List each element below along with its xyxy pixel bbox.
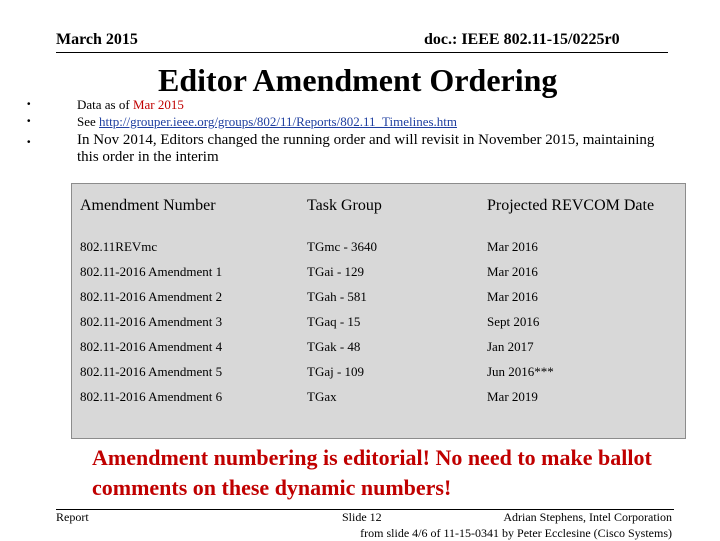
table-row bbox=[72, 334, 685, 359]
bullet-timeline-link bbox=[27, 114, 457, 130]
bullet-link-prefix: See bbox=[77, 114, 100, 129]
table-cell-amendment: 802.11-2016 Amendment 3 bbox=[80, 314, 223, 329]
timelines-link[interactable]: http://grouper.ieee.org/groups/802/11/Reports/802.11_Timelines.htm bbox=[99, 114, 457, 129]
table-cell-task-group: TGai - 129 bbox=[307, 264, 365, 279]
header-doc-id: doc.: IEEE 802.11-15/0225r0 bbox=[424, 31, 620, 48]
bullet-running-order-text: In Nov 2014, Editors changed the running order and will revisit in November 2015, maintaining this order in the interim bbox=[77, 132, 655, 165]
bullet-dot-icon: • bbox=[27, 137, 31, 148]
bullet-data-date-value: Mar 2015 bbox=[132, 97, 184, 112]
table-cell-date: Mar 2016 bbox=[487, 289, 538, 304]
table-row bbox=[72, 234, 685, 259]
table-cell-amendment: 802.11-2016 Amendment 6 bbox=[80, 389, 223, 404]
header-rule bbox=[56, 52, 668, 53]
table-cell-task-group: TGax bbox=[307, 389, 337, 404]
bullet-data-date bbox=[27, 97, 184, 113]
footer-slide-number: Slide 12 bbox=[342, 510, 382, 524]
table-header-row bbox=[72, 184, 685, 234]
footer-author: Adrian Stephens, Intel Corporation bbox=[503, 510, 672, 524]
bullet-dot-icon: • bbox=[27, 99, 31, 110]
column-header-amendment: Amendment Number bbox=[80, 197, 216, 214]
footer-source: from slide 4/6 of 11-15-0341 by Peter Ecclesine (Cisco Systems) bbox=[360, 526, 672, 540]
bullet-running-order bbox=[27, 132, 677, 166]
table-cell-amendment: 802.11-2016 Amendment 5 bbox=[80, 364, 223, 379]
bullet-dot-icon: • bbox=[27, 116, 31, 127]
table-row bbox=[72, 284, 685, 309]
table-cell-task-group: TGak - 48 bbox=[307, 339, 361, 354]
table-cell-date: Mar 2016 bbox=[487, 239, 538, 254]
table-cell-amendment: 802.11-2016 Amendment 1 bbox=[80, 264, 223, 279]
table-cell-amendment: 802.11-2016 Amendment 4 bbox=[80, 339, 223, 354]
header-date: March 2015 bbox=[56, 31, 138, 48]
table-row bbox=[72, 359, 685, 384]
table-cell-date: Mar 2019 bbox=[487, 389, 538, 404]
table-cell-task-group: TGah - 581 bbox=[307, 289, 367, 304]
table-cell-date: Mar 2016 bbox=[487, 264, 538, 279]
column-header-revcom-date: Projected REVCOM Date bbox=[487, 197, 655, 214]
table-cell-date: Sept 2016 bbox=[487, 314, 540, 329]
table-cell-task-group: TGmc - 3640 bbox=[307, 239, 378, 254]
table-row bbox=[72, 259, 685, 284]
table-cell-amendment: 802.11REVmc bbox=[80, 239, 158, 254]
column-header-task-group: Task Group bbox=[307, 197, 382, 214]
bullet-data-date-prefix: Data as of bbox=[77, 97, 133, 112]
table-row bbox=[72, 309, 685, 334]
table-cell-task-group: TGaq - 15 bbox=[307, 314, 361, 329]
table-cell-amendment: 802.11-2016 Amendment 2 bbox=[80, 289, 223, 304]
editorial-note: Amendment numbering is editorial! No need to make ballot comments on these dynamic numbers! bbox=[92, 445, 652, 500]
footer-left: Report bbox=[56, 510, 89, 524]
table-cell-date: Jun 2016*** bbox=[487, 364, 554, 379]
amendment-table bbox=[71, 183, 686, 439]
table-cell-task-group: TGaj - 109 bbox=[307, 364, 365, 379]
table-row bbox=[72, 384, 685, 409]
table-cell-date: Jan 2017 bbox=[487, 339, 534, 354]
page-title: Editor Amendment Ordering bbox=[158, 62, 558, 98]
